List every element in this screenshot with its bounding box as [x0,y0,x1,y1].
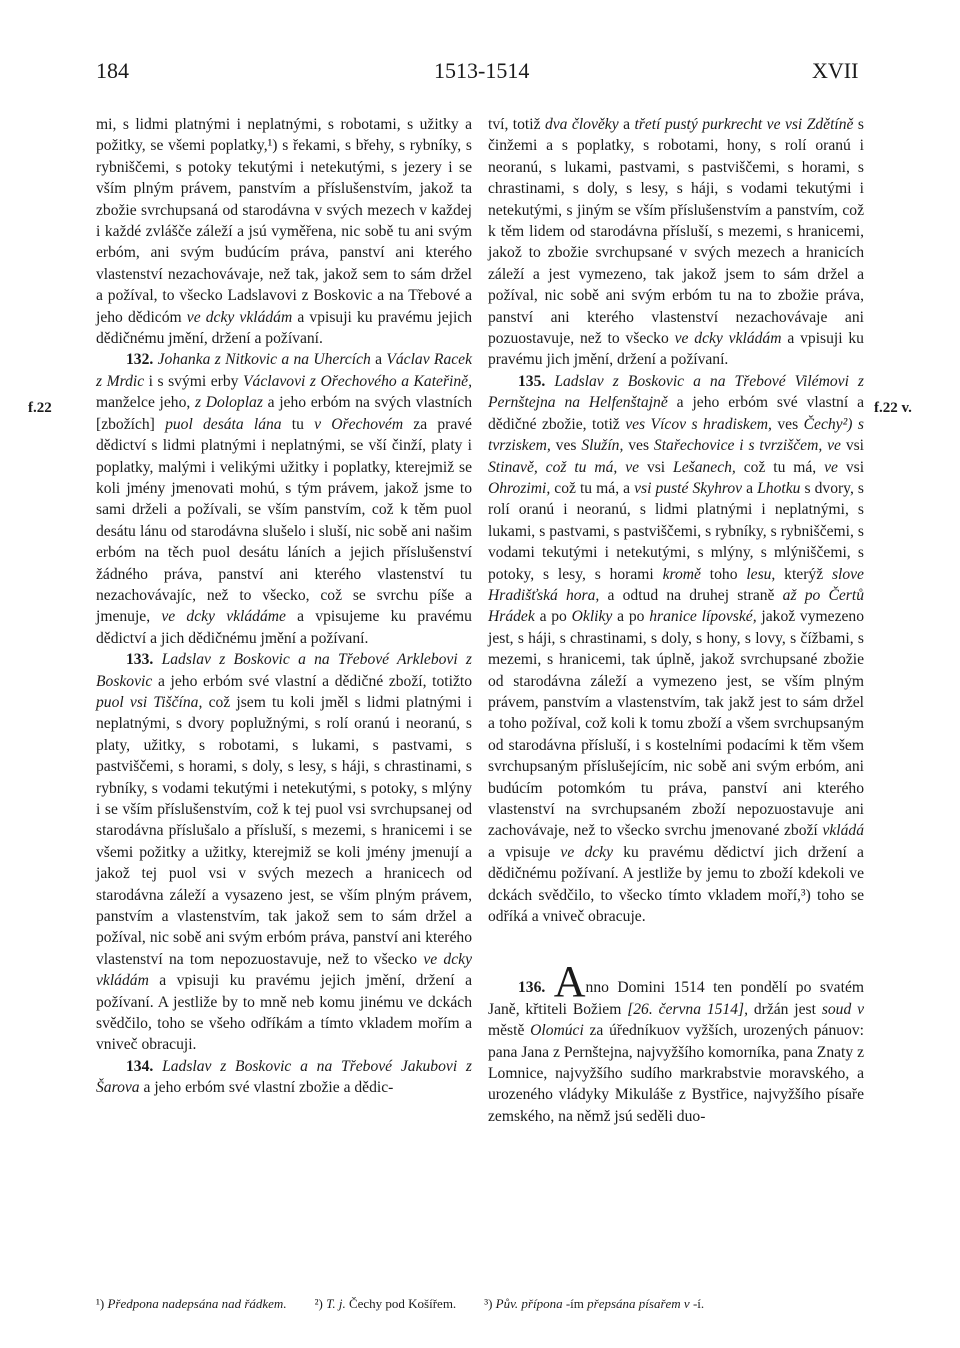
text-span: až po Čertů Hrádek [488,586,864,626]
text-span: a [375,351,383,369]
text-span: Okliky [571,608,613,626]
text-span: s činžemi a s poplatky, s robotami, hony, s rolí oranú i neoranú, s lukami, pastvami, s pastviščemi, s horami, s chrastinami, s doly, s lesy, s háji, s vodami tekutými i netekutými, s jiným se vším příslušenstvím a panstvím, což k těm lidem od starodávna přísluší, s mezemi, s hranicemi, jakož to zbožie svrchupsané v svých mezech a hranicích záleží a jest vymezeno, tak jakož jsem to sám držel a požíval, nic sobě ani svým erbóm tu na to zbožie práva, panství ani kterého vlastenství nezachovávaje ani pozuostavuje, než to všecko [488,116,864,348]
text-span: ve dcky vkládáme [161,608,286,626]
text-span: a vpisuji ku pravému jich jmění, držení a požívaní. [488,330,864,369]
text-span: -ím [565,1296,584,1311]
left-column [96,114,472,1099]
text-span: Václavovi z Ořechového a Kateřině, [243,372,472,390]
text-span: a vpisuje [488,843,551,861]
text-span: vkládá [822,822,864,840]
text-span: za pravé dědictví s lidmi platnými i neplatnými, se vší činží, platy i poplatky, malými i velikými užitky i poplatky, kterejmiž se koli jmény jmenovati mohú, s tým právem, jakož jsme to sami drželi a požívali, se vším panstvím, což k těm puol desátu lánu od starodávna slušelo i sluší, nic sobě ani našim erbóm na těch puol desátu láních a jejich příslušenství žádného práva, panství ani kterého vlastenství tu nezachovávajíc, než to všecko, což se svrchu píše a jmenuje, [96,415,472,626]
text-span: Čechy pod Košířem. [348,1296,457,1311]
text-span: ku pravému dědictví jich držení a dědičnému požívaní. A jestliže by jemu to zboží kdekoli ve dckách svědčilo, to všecko tímto vkladem moří,³) toho se odříká a vniveč obracuje. [488,843,864,926]
text-span: vsi [646,458,666,476]
text-span: vsi [845,437,865,455]
right-column [488,114,864,1127]
text-span: 136. [518,979,546,997]
text-span: i s svými erby [148,372,239,390]
text-span: kterýž [784,565,824,583]
text-span: T. j. [326,1296,346,1311]
text-span: mi, s lidmi platnými i neplatnými, s robotami, s užitky a požitky, se všemi poplatky,¹) s řekami, s břehy, s rybníky, s rybniščemi, s potoky tekutými i netekutými, s jezery i se vším plným právem, panstvím a příslušenstvím, jakož ta zbožie svrchupsaná od starodávna v svých mezech v každej i každé zvlášče záleží a jsú vyměřena, nic sobě tu ani svým erbóm, ani svým budúcím práva, panství ani kterého vlastenství nezachovávaje, než tak, jakož sem to sám držel a požíval, to všecko Ladslavovi z Boskovic a na Třebové a jeho dědicóm [96,116,472,326]
entry-134 [96,1056,472,1099]
text-span: a jeho erbóm své vlastní a dědičné zbožie, totiž [488,394,864,433]
text-span: Ladslav z Boskovic a na Třebové Jakubovi z Šarova [96,1057,472,1097]
text-span: Stinavě, což tu má, ve [488,458,640,476]
text-span: tví, totiž [488,116,541,133]
text-span: ve dcky vkládám [674,330,782,348]
text-span: Lešanech, [673,458,736,476]
text-span: v Ořechovém [314,415,404,433]
text-span: a vpisuji ku pravému jejich jmění, držení a požívaní. A jestliže by to mně neb komu jinému ve dckách svědčilo, toho se všeho odříkám a tímto vkladem mořím a vniveč obracuji. [96,972,472,1054]
text-span: ve dcky [560,843,614,861]
text-span: [26. června 1514], [627,1000,748,1018]
text-span: a [623,116,630,133]
text-span: Ohrozimi, [488,479,551,497]
text-span: puol desáta lána [165,415,282,433]
entry-135 [488,371,864,928]
text-span: toho [709,565,738,583]
margin-note-right: f.22 v. [874,400,912,416]
text-span: a vpisujeme ku pravému dědictví a jich dědičnému jmění a požívaní. [96,608,472,647]
text-span: a jeho erbóm své vlastní a dědičné zboží, totižto [157,672,472,690]
text-span: ves [555,437,577,455]
text-span: což jsem tu koli jměl s lidmi platnými i neplatnými, s dvory poplužnými, s rolí oranú i neoranú, s platy, užitky, s robotami, s lukami, s pastvami, s pastviščemi, s horami, s doly, s lesy, s háji, s chrastinami, s rybníky, s vodami tekutými i netekutými, s potoky, s mlýny i se vším příslušenstvím, což k tej puol vsi svrchupsanej od starodávna příslušalo a přísluší, s mezemi, s hranicemi i se všemi požitky a užitky, kterejmiž se koli jmény jmenují a jakož tej puol vsi v svých mezech a hranicech od starodávna záleží a vysazeno jest, se vším plným právem, panstvím a vlastenstvím, tak jakož sem to sám držel a požíval, nic sobě ani svým erbóm práva, panství ani kterého vlastenství na tom nepozuostavuje, než to všecko [96,693,472,968]
paragraph-continuation [96,114,472,349]
text-span: hranice lípovské, [649,608,757,626]
page-years: 1513-1514 [434,58,530,83]
text-span: Pův. [495,1296,519,1311]
text-span: a jeho erbóm své vlastní zbožie a dědic- [143,1079,394,1097]
text-span: ²) [314,1296,323,1311]
text-span: ¹) [96,1296,105,1311]
footnote-3 [484,1296,704,1312]
text-span: ves Vícov s hradiskem, [625,415,772,433]
text-span: Ladslav z Boskovic a na Třebové Vilémovi z Pernštejna na Helfenštajně [488,372,864,412]
footnote-1 [96,1296,287,1312]
text-span: Čechy²) s tvrziskem, [488,415,864,455]
footnote-2 [315,1296,457,1312]
text-span: a po [617,608,645,626]
text-span: lesu, [746,565,776,583]
text-span: ve [824,458,838,476]
text-span: Olomúci [530,1022,584,1040]
text-span: což tu má, a [554,479,631,497]
text-span: tu [291,415,304,433]
text-span: ve dcky vkládám [96,950,472,990]
page-number: 184 [96,58,129,83]
text-span: a odtud na druhej straně [607,586,775,604]
text-span: ³) [484,1296,493,1311]
text-span: nno Domini 1514 ten pondělí po svatém Janě, křtiteli Božiem [488,979,864,1018]
text-span: Předpona nadepsána nad řádkem. [107,1296,287,1311]
text-span: slove Hradišťská hora, [488,565,864,604]
text-span: za úředníkuov vyžších, urozených pánuov: pana Jana z Pernštejna, najvyžšího komorníka, pana Znaty z Lomnice, najvyžšího sudího markrabstvie moravského, a urozeného vládyky Mikuláše z Bystřice, najvyžšího písaře zemského, na němž jsú seděli duo- [488,1022,864,1125]
text-span: přepsána písařem v [587,1296,690,1311]
entry-133 [96,649,472,1056]
text-span: držán jest [753,1000,816,1018]
entry-132 [96,349,472,649]
text-span: jakož vymezeno jest, s háji, s chrastinami, s doly, s hony, s lovy, s čížbami, s mezemi, s hranicemi, tak úplně, jakož svrchupsané zbožie od starodávna záleží a vymezeno jest, se vším plným právem, panstvím a vlastenstvím, tak jakž jest to sám držel a toho požíval, což koli k tomu zboží a všem svrchupsaným od starodávna přísluší, i s kostelními podacími k těm všem svrchupsaným příslušejícím, nic sobě ani svým erbóm, ani budúcím potomkóm tu práva, panství ani kterého vlastenství na svrchupsaném zboží nepozuostavuje ani zachovávaje, než to všecko svrchu jmenované zboží [488,608,865,840]
text-span: městě [488,1022,525,1040]
footnotes [96,1296,876,1312]
text-span: 133. [126,651,154,669]
paragraph-continuation-right [488,114,864,371]
text-span: 132. [126,351,154,369]
text-span: Stařechovice i s tvrziščem, ve [653,437,841,455]
text-span: ves [777,415,799,433]
text-span: 134. [126,1057,154,1075]
text-span: přípona [521,1296,563,1311]
text-span: Johanka z Nitkovic a na Uhercích [157,351,371,369]
text-span: ve dcky vkládám [186,308,293,326]
text-span: a po [539,608,567,626]
text-span: manželce jeho, [96,394,191,412]
text-span: Václav Racek z Mrdic [96,351,473,390]
text-span: Služín, [581,437,624,455]
text-span: třetí pustý purkrecht ve vsi Zdětíně [634,116,854,133]
text-span: Ladslav z Boskovic a na Třebové Arklebovi z Boskovic [96,651,472,690]
drop-cap: A [553,957,586,1007]
text-span: kromě [662,565,701,583]
entry-136 [488,957,865,1127]
text-span: vsi [845,458,865,476]
text-span: puol vsi Tiščína, [96,693,203,711]
text-span: a jeho erbóm na svých vlastních [zbožích] [96,394,473,433]
margin-note-left: f.22 [28,400,52,416]
text-span: soud v [821,1000,865,1018]
volume-number: XVII [812,58,859,83]
text-span: a [746,479,754,497]
text-span: Lhotku [757,479,801,497]
text-span: a vpisuji ku pravému jejich dědičnému jmění, držení a požívaní. [96,308,472,348]
text-span: ves [628,437,650,455]
text-span: -í. [692,1296,705,1311]
text-span: z Doloplaz [194,394,263,412]
text-span: 135. [518,372,546,390]
text-span: dva člověky [544,116,619,133]
text-span: s dvory, s rolí oranú i neoranú, s lidmi platnými i neplatnými, s lukami, s pastvami, s pastviščemi, s rybníky, s rybniščemi, s vodami tekutými i netekutými, s mlýny, s mlýniščemi, s potoky, s lesy, s horami [488,479,864,583]
text-span: vsi pusté Skyhrov [634,479,743,497]
text-span: což tu má, [743,458,817,476]
